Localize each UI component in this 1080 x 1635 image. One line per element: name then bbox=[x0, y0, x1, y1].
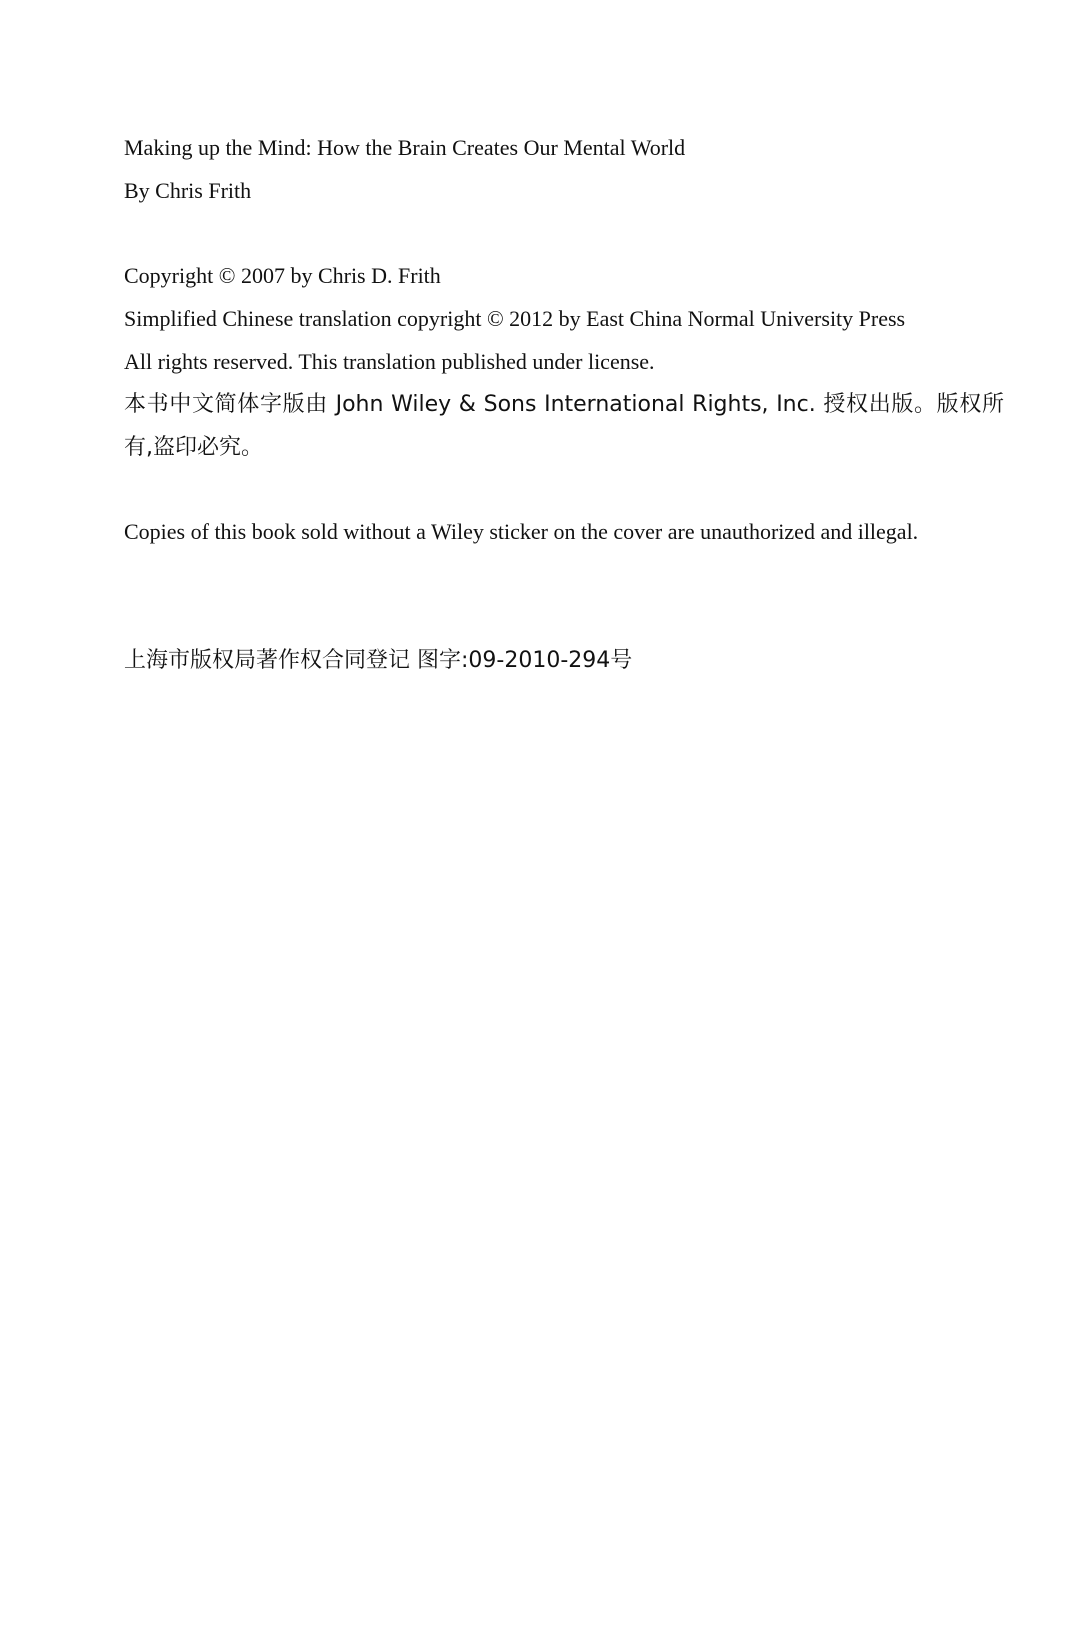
copyright-registration: 上海市版权局著作权合同登记 图字:09-2010-294号 bbox=[124, 648, 633, 673]
book-title: Making up the Mind: How the Brain Creates Our Mental World bbox=[124, 135, 686, 160]
rights-statement: All rights reserved. This translation published under license. bbox=[124, 349, 655, 374]
title-block bbox=[124, 126, 1004, 212]
original-copyright: Copyright © 2007 by Chris D. Frith bbox=[124, 263, 441, 288]
license-notice: 本书中文简体字版由 John Wiley & Sons International Rights, Inc. 授权出版。版权所有,盗印必究。 bbox=[124, 392, 1004, 460]
sticker-block bbox=[124, 510, 1004, 553]
book-author: By Chris Frith bbox=[124, 178, 252, 203]
registration-block bbox=[124, 639, 1004, 682]
translation-copyright: Simplified Chinese translation copyright © 2012 by East China Normal University Press bbox=[124, 306, 906, 331]
sticker-notice: Copies of this book sold without a Wiley sticker on the cover are unauthorized and illegal. bbox=[124, 519, 919, 544]
copyright-block bbox=[124, 254, 1004, 469]
